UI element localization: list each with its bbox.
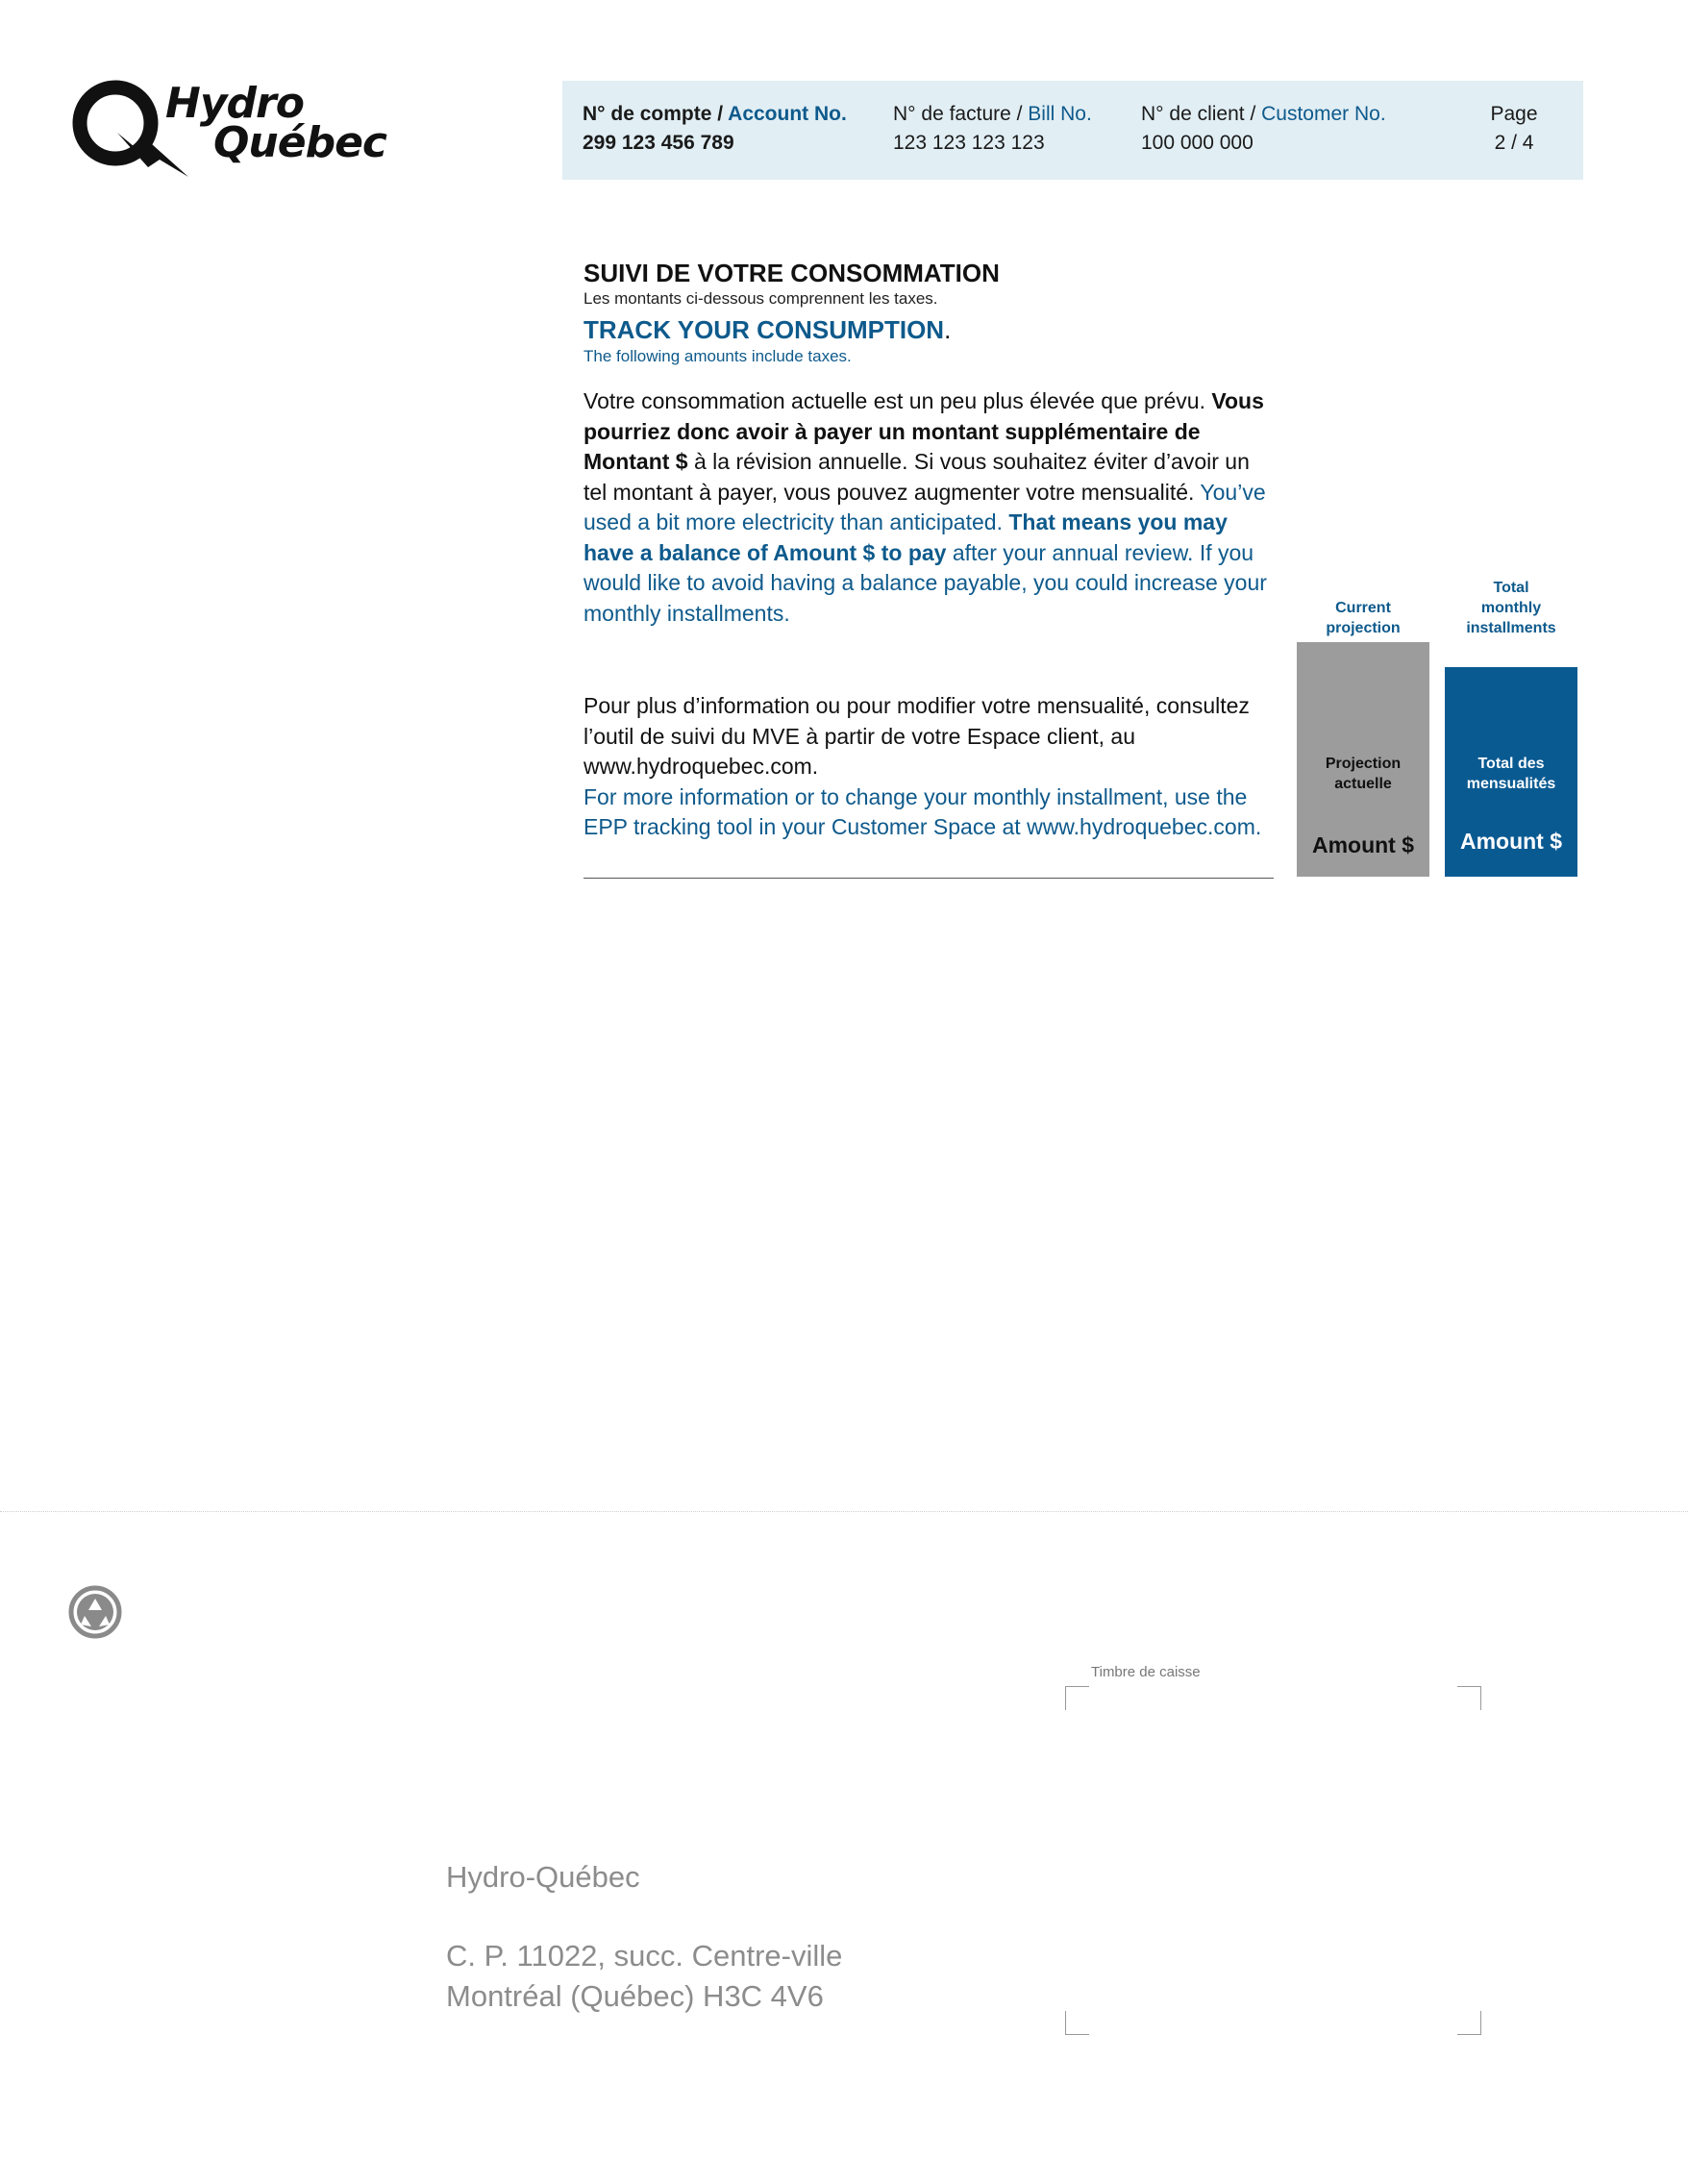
projection-header-line2: projection bbox=[1326, 620, 1401, 636]
total-label-line1: Total des bbox=[1477, 756, 1545, 772]
bill-label-en: Bill No. bbox=[1028, 103, 1092, 125]
consumption-section-heading bbox=[583, 258, 1276, 367]
message-en-bold: That means you may have a balance of Amount $ to pay bbox=[583, 509, 1228, 565]
section-title-en bbox=[583, 313, 1276, 346]
projection-label-line1: Projection bbox=[1325, 756, 1402, 772]
consumption-message bbox=[583, 386, 1276, 629]
total-amount: Amount $ bbox=[1459, 829, 1563, 854]
section-title-en-text: TRACK YOUR CONSUMPTION bbox=[583, 315, 945, 344]
account-header bbox=[562, 81, 1583, 180]
total-header-line3: installments bbox=[1466, 620, 1556, 636]
projection-label-line2: actuelle bbox=[1334, 776, 1392, 792]
account-label-fr: N° de compte / bbox=[583, 103, 729, 125]
logo-word-quebec: Québec bbox=[213, 118, 386, 167]
logo-word-hydro: Hydro bbox=[165, 79, 304, 128]
account-number: 299 123 456 789 bbox=[583, 132, 734, 154]
return-address-line2: Montréal (Québec) H3C 4V6 bbox=[446, 1979, 824, 2013]
projection-bar-label bbox=[1297, 754, 1429, 794]
recycle-icon bbox=[67, 1584, 123, 1640]
message-fr-1: Votre consommation actuelle est un peu plus élevée que prévu. bbox=[583, 388, 1212, 413]
section-title-en-suffix: . bbox=[944, 315, 952, 344]
customer-number: 100 000 000 bbox=[1141, 132, 1254, 154]
cashier-stamp-label: Timbre de caisse bbox=[1091, 1664, 1201, 1680]
total-bar-label bbox=[1445, 754, 1577, 794]
customer-number-block bbox=[1141, 100, 1386, 158]
message-fr-bold: Vous pourriez donc avoir à payer un montant supplémentaire de Montant $ bbox=[583, 388, 1264, 474]
stamp-corner-top-left bbox=[1065, 1686, 1089, 1710]
account-label-en: Account No. bbox=[728, 103, 847, 125]
account-number-block bbox=[583, 100, 847, 158]
projection-bar-header bbox=[1296, 598, 1430, 638]
return-address-name: Hydro-Québec bbox=[446, 1860, 640, 1894]
message-fr-2: à la révision annuelle. Si vous souhaitez éviter d’avoir un tel montant à payer, vous pouvez augmenter votre mensualité. bbox=[583, 449, 1250, 505]
info-message-fr: Pour plus d’information ou pour modifier votre mensualité, consultez l’outil de suivi du MVE à partir de votre Espace client, au www.hydroquebec.com. bbox=[583, 693, 1250, 779]
section-divider bbox=[583, 878, 1274, 879]
section-subtitle-en: The following amounts include taxes. bbox=[583, 347, 852, 365]
total-header-line1: Total bbox=[1493, 580, 1529, 596]
total-bar-header bbox=[1444, 578, 1578, 638]
info-message-en: For more information or to change your monthly installment, use the EPP tracking tool in your Customer Space at www.hydroquebec.com. bbox=[583, 783, 1262, 839]
hydro-quebec-logo bbox=[69, 77, 386, 183]
stamp-corner-top-right bbox=[1457, 1686, 1481, 1710]
section-title-fr: SUIVI DE VOTRE CONSOMMATION bbox=[583, 259, 1000, 287]
bill-label-fr: N° de facture / bbox=[893, 103, 1029, 125]
customer-label-fr: N° de client / bbox=[1141, 103, 1262, 125]
total-header-line2: monthly bbox=[1480, 600, 1542, 616]
bill-number: 123 123 123 123 bbox=[893, 132, 1045, 154]
section-subtitle-fr: Les montants ci-dessous comprennent les taxes. bbox=[583, 289, 938, 308]
projection-header-line1: Current bbox=[1335, 600, 1391, 616]
page-number: 2 / 4 bbox=[1494, 132, 1534, 154]
total-installments-bar bbox=[1445, 667, 1577, 877]
stamp-corner-bottom-left bbox=[1065, 2011, 1089, 2035]
total-label-line2: mensualités bbox=[1466, 776, 1556, 792]
projection-bar bbox=[1297, 642, 1429, 877]
page-indicator bbox=[1480, 100, 1548, 158]
projection-amount: Amount $ bbox=[1311, 832, 1415, 857]
stamp-corner-bottom-right bbox=[1457, 2011, 1481, 2035]
return-address-line1: C. P. 11022, succ. Centre-ville bbox=[446, 1939, 843, 1973]
page-label: Page bbox=[1490, 103, 1538, 125]
message-en-2: after your annual review. If you would like to avoid having a balance payable, you could increase your monthly installments. bbox=[583, 539, 1267, 626]
info-message bbox=[583, 691, 1276, 843]
customer-label-en: Customer No. bbox=[1261, 103, 1386, 125]
message-en-1: You’ve used a bit more electricity than anticipated. bbox=[583, 479, 1266, 534]
tear-off-line bbox=[0, 1511, 1688, 1512]
bill-number-block bbox=[893, 100, 1092, 158]
